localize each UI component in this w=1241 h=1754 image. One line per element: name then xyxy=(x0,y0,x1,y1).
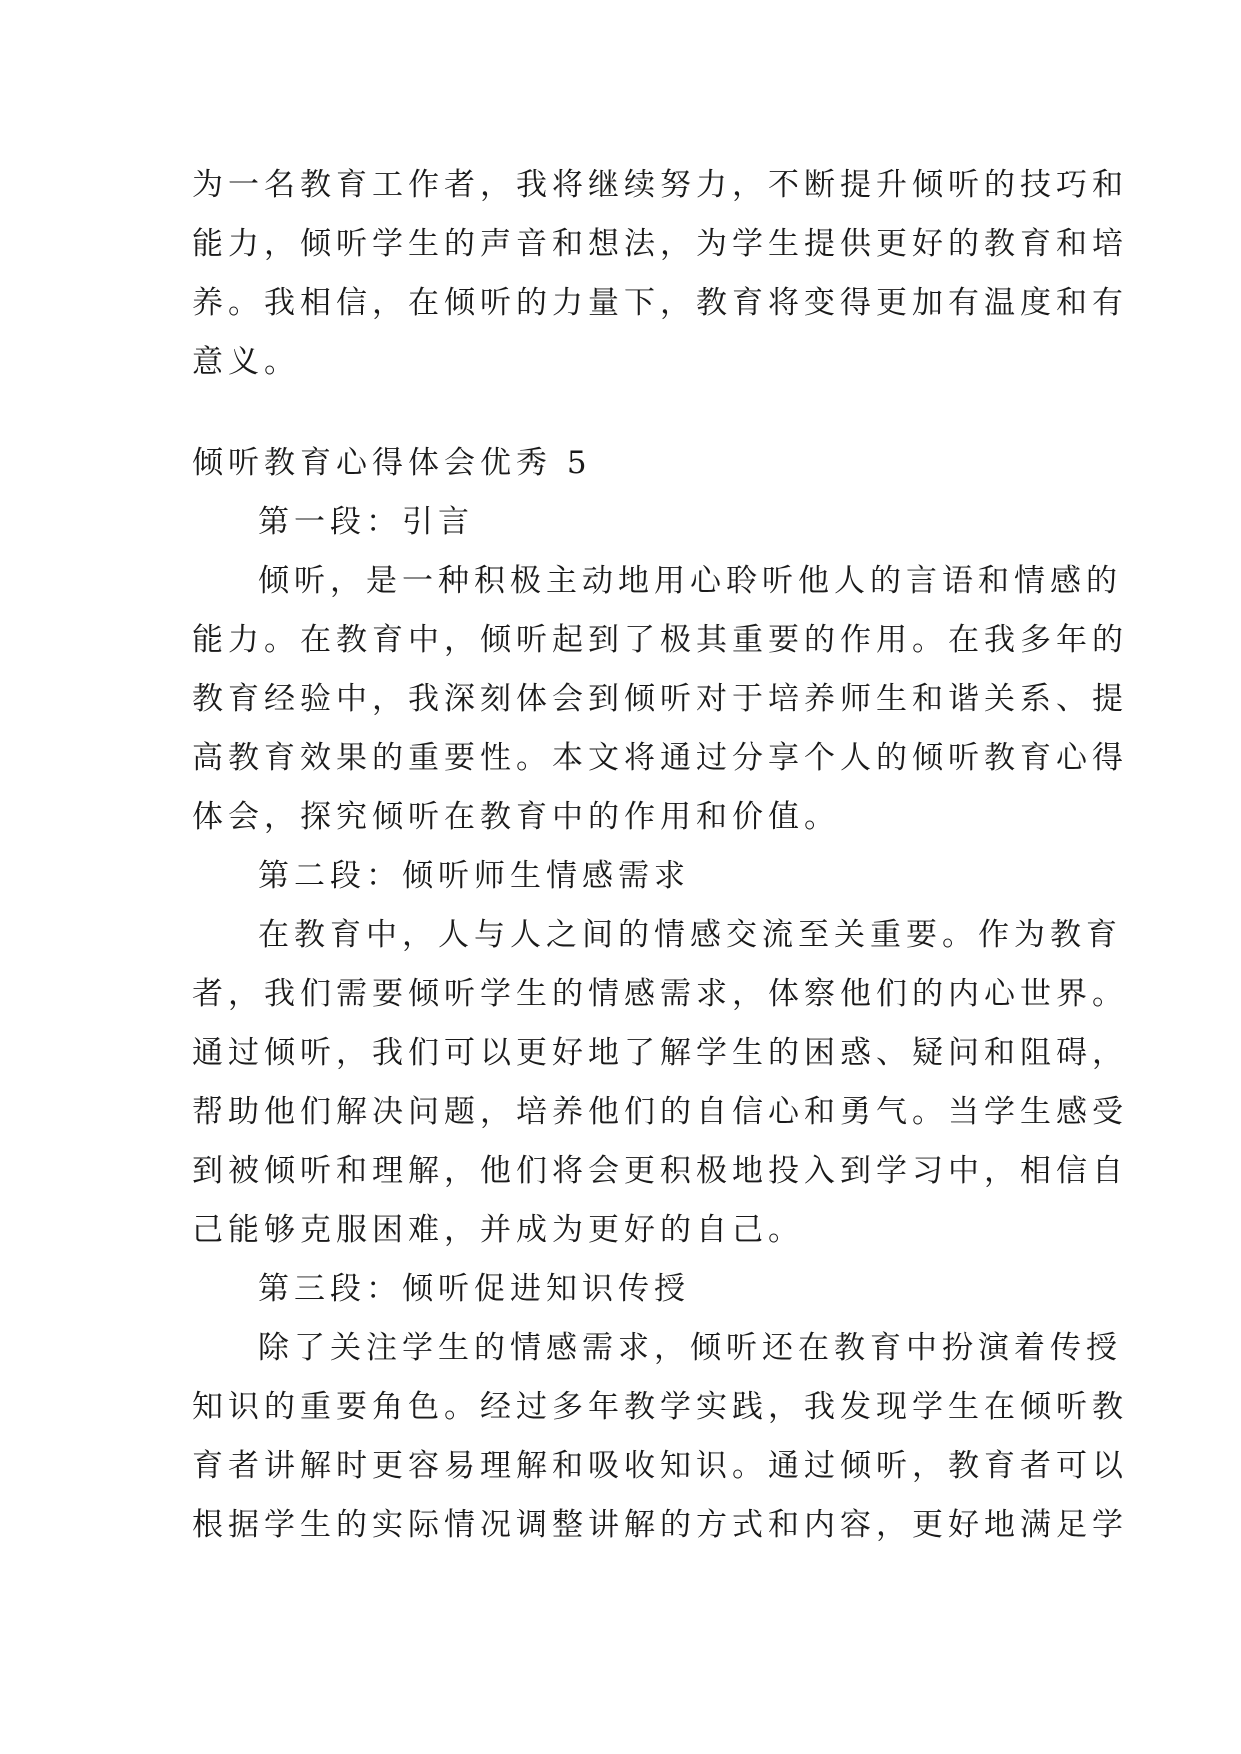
text-line: 根据学生的实际情况调整讲解的方式和内容，更好地满足学 xyxy=(192,1507,1128,1543)
text-line: 到被倾听和理解，他们将会更积极地投入到学习中，相信自 xyxy=(192,1153,1128,1189)
text-line: 通过倾听，我们可以更好地了解学生的困惑、疑问和阻碍， xyxy=(192,1035,1128,1071)
paragraph-gap xyxy=(192,392,1062,434)
text-line: 体会，探究倾听在教育中的作用和价值。 xyxy=(192,799,840,835)
section-2 xyxy=(192,847,1128,1260)
text-line: 倾听，是一种积极主动地用心聆听他人的言语和情感的 xyxy=(258,563,1122,599)
text-line: 帮助他们解决问题，培养他们的自信心和勇气。当学生感受 xyxy=(192,1094,1128,1130)
document-body xyxy=(192,156,1128,1555)
text-line: 己能够克服困难，并成为更好的自己。 xyxy=(192,1212,804,1248)
text-line: 除了关注学生的情感需求，倾听还在教育中扮演着传授 xyxy=(258,1330,1122,1366)
text-line: 在教育中，人与人之间的情感交流至关重要。作为教育 xyxy=(258,917,1122,953)
text-line: 意义。 xyxy=(192,344,300,380)
text-line: 能力。在教育中，倾听起到了极其重要的作用。在我多年的 xyxy=(192,622,1128,658)
text-line: 能力，倾听学生的声音和想法，为学生提供更好的教育和培 xyxy=(192,226,1128,262)
text-line: 知识的重要角色。经过多年教学实践，我发现学生在倾听教 xyxy=(192,1389,1128,1425)
section-heading: 第三段：倾听促进知识传授 xyxy=(258,1271,690,1307)
text-line: 高教育效果的重要性。本文将通过分享个人的倾听教育心得 xyxy=(192,740,1128,776)
section-heading: 第二段：倾听师生情感需求 xyxy=(258,858,690,894)
section-heading: 第一段：引言 xyxy=(258,504,474,540)
intro-paragraph xyxy=(192,156,1128,392)
text-line: 养。我相信，在倾听的力量下，教育将变得更加有温度和有 xyxy=(192,285,1128,321)
section-1 xyxy=(192,493,1128,847)
text-line: 者，我们需要倾听学生的情感需求，体察他们的内心世界。 xyxy=(192,976,1128,1012)
text-line: 教育经验中，我深刻体会到倾听对于培养师生和谐关系、提 xyxy=(192,681,1128,717)
text-line: 为一名教育工作者，我将继续努力，不断提升倾听的技巧和 xyxy=(192,167,1128,203)
section-3 xyxy=(192,1260,1128,1555)
text-line: 育者讲解时更容易理解和吸收知识。通过倾听，教育者可以 xyxy=(192,1448,1128,1484)
article-title: 倾听教育心得体会优秀 5 xyxy=(192,445,592,481)
